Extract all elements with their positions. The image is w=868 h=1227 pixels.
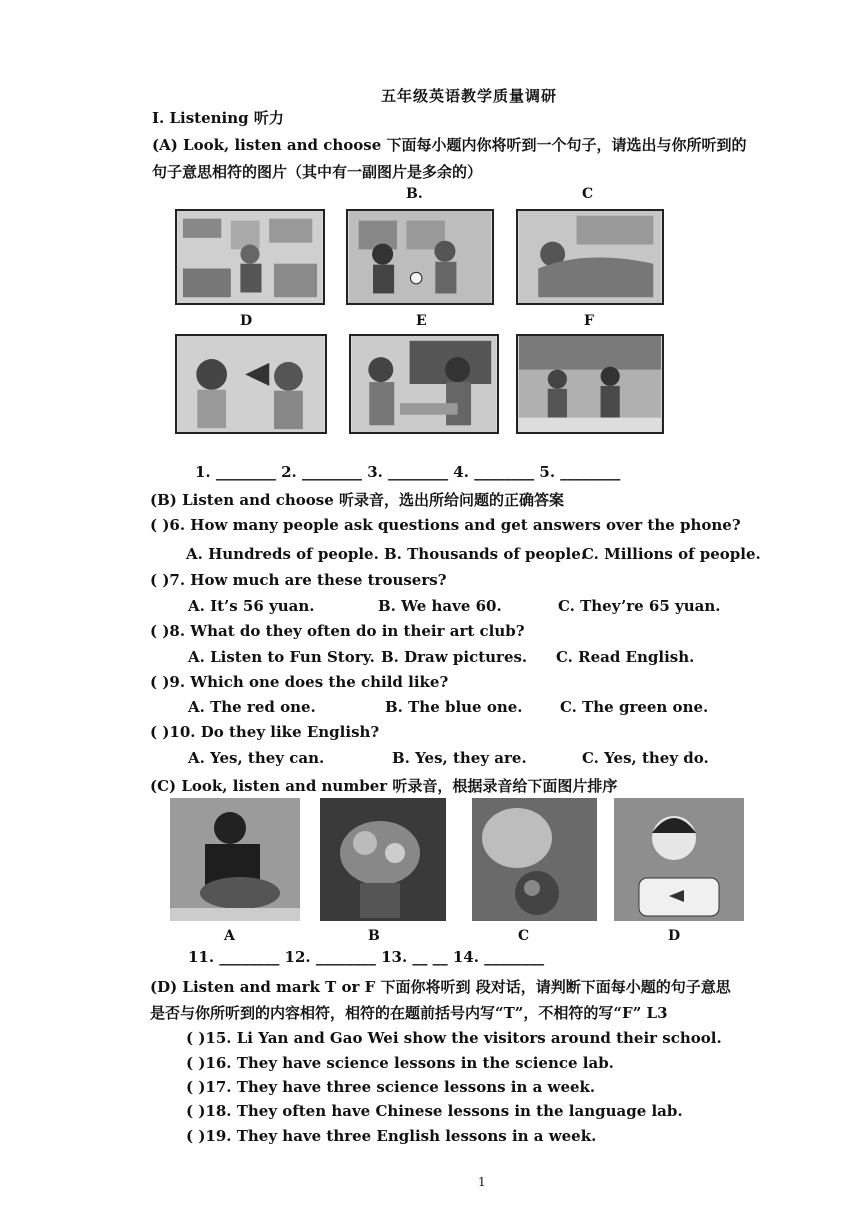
picture-c-b[interactable] <box>320 798 446 921</box>
picture-c-c[interactable] <box>472 798 597 921</box>
question-6-option-c[interactable]: C. Millions of people. <box>582 545 761 563</box>
pic-label-f: F <box>584 313 594 329</box>
question-10-option-c[interactable]: C. Yes, they do. <box>582 749 709 767</box>
statement-17[interactable]: ( )17. They have three science lessons in a week. <box>186 1078 596 1096</box>
pic-c-label-a: A <box>224 928 235 944</box>
question-6[interactable]: ( )6. How many people ask questions and get answers over the phone? <box>150 516 741 534</box>
question-7-option-a[interactable]: A. It’s 56 yuan. <box>188 597 315 615</box>
picture-d[interactable] <box>175 334 327 434</box>
part-d-heading-2: 是否与你所听到的内容相符，相符的在题前括号内写“T”，不相符的写“F” L3 <box>150 1004 668 1022</box>
flower-closeup-icon <box>472 798 597 921</box>
question-8[interactable]: ( )8. What do they often do in their art club? <box>150 622 525 640</box>
pic-c-label-d: D <box>668 928 681 944</box>
question-8-option-c[interactable]: C. Read English. <box>556 648 695 666</box>
part-a-answer-blanks[interactable]: 1. ________ 2. ________ 3. ________ 4. ________ 5. ________ <box>195 463 621 481</box>
pic-c-label-b: B <box>368 928 380 944</box>
question-8-option-b[interactable]: B. Draw pictures. <box>381 648 528 666</box>
part-a-heading-2: 句子意思相符的图片（其中有一副图片是多余的） <box>152 163 483 181</box>
boy-with-animal-icon <box>170 798 300 921</box>
pic-label-e: E <box>416 313 427 329</box>
kids-with-megaphone-icon <box>177 336 325 432</box>
question-7-option-c[interactable]: C. They’re 65 yuan. <box>558 597 721 615</box>
pic-label-d: D <box>240 313 253 329</box>
children-playing-ball-icon <box>348 211 492 303</box>
question-9-option-a[interactable]: A. The red one. <box>188 698 316 716</box>
question-9-option-c[interactable]: C. The green one. <box>560 698 709 716</box>
part-d-heading: (D) Listen and mark T or F 下面你将听到 段对话，请判断下面每小题的句子意思 <box>150 978 731 996</box>
picture-e[interactable] <box>349 334 499 434</box>
question-9[interactable]: ( )9. Which one does the child like? <box>150 673 449 691</box>
question-6-option-b[interactable]: B. Thousands of people. <box>384 545 586 563</box>
question-9-option-b[interactable]: B. The blue one. <box>385 698 523 716</box>
part-c-answer-blanks[interactable]: 11. ________ 12. ________ 13. __ __ 14. ________ <box>188 948 545 966</box>
part-a-heading: (A) Look, listen and choose 下面每小题内你将听到一个句子，请选出与你所听到的 <box>152 136 747 154</box>
statement-19[interactable]: ( )19. They have three English lessons in a week. <box>186 1127 597 1145</box>
picture-b[interactable] <box>346 209 494 305</box>
question-10-option-a[interactable]: A. Yes, they can. <box>188 749 325 767</box>
picture-a[interactable] <box>175 209 325 305</box>
part-c-heading: (C) Look, listen and number 听录音，根据录音给下面图片排序 <box>150 777 618 795</box>
page-number: 1 <box>478 1175 486 1189</box>
section-listening-heading: I. Listening 听力 <box>152 109 284 127</box>
question-7-option-b[interactable]: B. We have 60. <box>378 597 502 615</box>
question-10[interactable]: ( )10. Do they like English? <box>150 723 380 741</box>
pic-c-label-c: C <box>518 928 530 944</box>
question-7[interactable]: ( )7. How much are these trousers? <box>150 571 447 589</box>
kids-in-snow-icon <box>518 336 662 432</box>
picture-c-a[interactable] <box>170 798 300 921</box>
classroom-kids-icon <box>351 336 497 432</box>
picture-c-d[interactable] <box>614 798 744 921</box>
page-title: 五年级英语教学质量调研 <box>381 87 558 105</box>
question-6-option-a[interactable]: A. Hundreds of people. <box>186 545 379 563</box>
pic-label-c: C <box>582 186 594 202</box>
picture-f[interactable] <box>516 334 664 434</box>
statement-16[interactable]: ( )16. They have science lessons in the science lab. <box>186 1054 614 1072</box>
kitchen-scene-icon <box>177 211 323 303</box>
girl-with-fishbowl-icon <box>614 798 744 921</box>
part-b-heading: (B) Listen and choose 听录音，选出所给问题的正确答案 <box>150 491 564 509</box>
statement-18[interactable]: ( )18. They often have Chinese lessons in the language lab. <box>186 1102 683 1120</box>
statement-15[interactable]: ( )15. Li Yan and Gao Wei show the visitors around their school. <box>186 1029 722 1047</box>
flowers-bouquet-icon <box>320 798 446 921</box>
girl-sleeping-icon <box>518 211 662 303</box>
pic-label-b: B. <box>406 186 423 202</box>
picture-c[interactable] <box>516 209 664 305</box>
question-8-option-a[interactable]: A. Listen to Fun Story. <box>188 648 375 666</box>
question-10-option-b[interactable]: B. Yes, they are. <box>392 749 527 767</box>
